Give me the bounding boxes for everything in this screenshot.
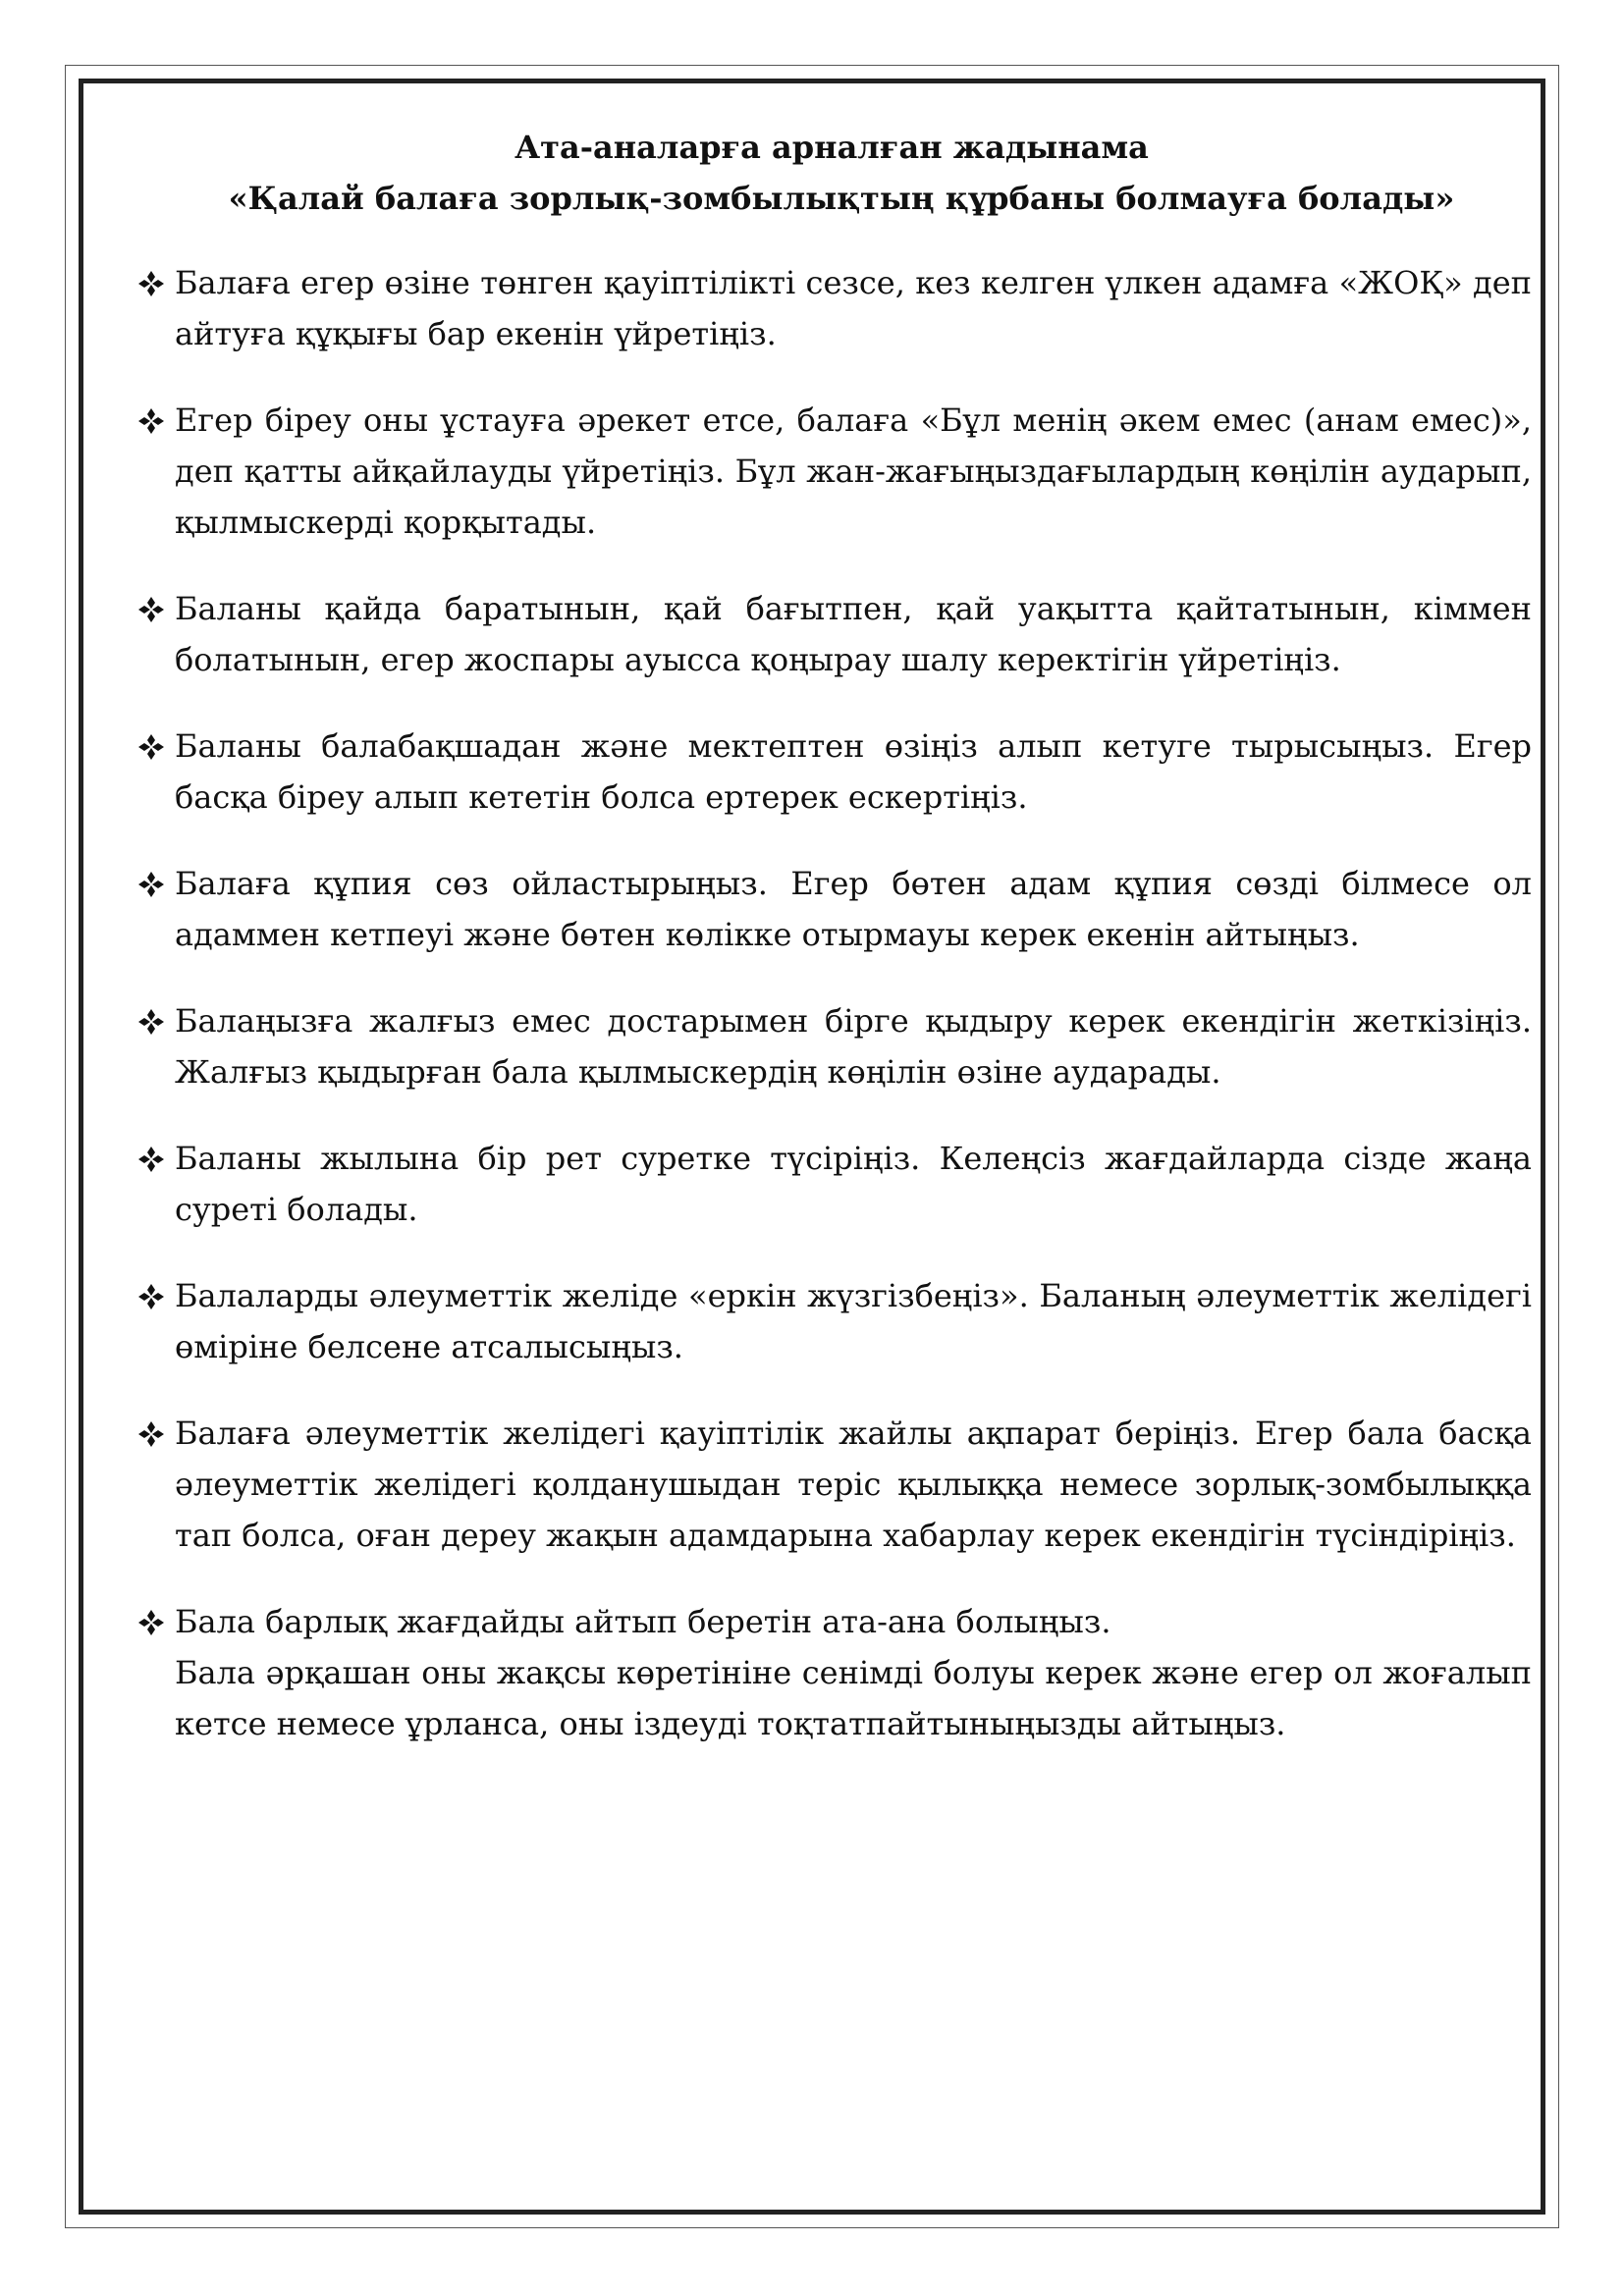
advice-text-continued: Бала әрқашан оны жақсы көретініне сенімді болуы керек және егер ол жоғалып кетсе немесе ұрланса, оны іздеуді тоқтатпайтыныңызды айтыңыз. (175, 1654, 1532, 1742)
advice-text: Балаға құпия сөз ойластырыңыз. Егер бөтен адам құпия сөзді білмесе ол адаммен кетпеуі және бөтен көлікке отырмауы керек екенін айтыңыз. (175, 865, 1532, 953)
advice-item-8 (132, 1270, 1532, 1372)
advice-item-3 (132, 583, 1532, 685)
advice-text: Баланы жылына бір рет суретке түсіріңіз. Келеңсіз жағдайларда сізде жаңа суреті болады. (175, 1140, 1532, 1228)
advice-text: Балаға егер өзіне төнген қауіптілікті сезсе, кез келген үлкен адамға «ЖОҚ» деп айтуға құқығы бар екенін үйретіңіз. (175, 264, 1532, 352)
advice-text: Балаларды әлеуметтік желіде «еркін жүзгізбеңіз». Баланың әлеуметтік желідегі өміріне белсене атсалысыңыз. (175, 1277, 1532, 1365)
advice-text: Баланы балабақшадан және мектептен өзіңіз алып кетуге тырысыңыз. Егер басқа біреу алып кететін болса ертерек ескертіңіз. (175, 727, 1532, 816)
advice-text: Бала барлық жағдайды айтып беретін ата-ана болыңыз. (175, 1603, 1111, 1640)
diamond-bullet-icon (137, 1596, 169, 1647)
advice-text: Егер біреу оны ұстауға әрекет етсе, балаға «Бұл менің әкем емес (анам емес)», деп қатты айқайлауды үйретіңіз. Бұл жан-жағыңыздағылардың көңілін аударып, қылмыскерді қорқытады. (175, 401, 1532, 541)
diamond-bullet-icon (137, 1408, 169, 1459)
diamond-bullet-icon (137, 858, 169, 909)
advice-item-5 (132, 858, 1532, 960)
diamond-bullet-icon (137, 257, 169, 308)
advice-text: Балаға әлеуметтік желідегі қауіптілік жайлы ақпарат беріңіз. Егер бала басқа әлеуметтік желідегі қолданушыдан теріс қылыққа немесе зорлық-зомбылыққа тап болса, оған дереу жақын адамдарына хабарлау керек екендігін түсіндіріңіз. (175, 1415, 1532, 1554)
memo-title: Ата-аналарға арналған жадынама (514, 129, 1149, 166)
advice-item-6 (132, 995, 1532, 1097)
advice-item-2 (132, 395, 1532, 548)
diamond-bullet-icon (137, 1270, 169, 1321)
advice-item-7 (132, 1133, 1532, 1235)
advice-text: Баланы қайда баратынын, қай бағытпен, қай уақытта қайтатынын, кіммен болатынын, егер жоспары ауысса қоңырау шалу керектігін үйретіңіз. (175, 590, 1532, 678)
advice-item-9 (132, 1408, 1532, 1561)
diamond-bullet-icon (137, 583, 169, 634)
advice-item-1 (132, 257, 1532, 359)
advice-text: Балаңызға жалғыз емес достарымен бірге қыдыру керек екендігін жеткізіңіз. Жалғыз қыдырған бала қылмыскердің көңілін өзіне аударады. (175, 1002, 1532, 1091)
memo-content (132, 122, 1532, 1785)
diamond-bullet-icon (137, 721, 169, 772)
diamond-bullet-icon (137, 1133, 169, 1184)
advice-item-10 (132, 1596, 1532, 1749)
memo-subtitle: «Қалай балаға зорлық-зомбылықтың құрбаны болмауға болады» (228, 180, 1455, 217)
advice-list (132, 257, 1532, 1749)
diamond-bullet-icon (137, 395, 169, 446)
diamond-bullet-icon (137, 995, 169, 1046)
advice-item-4 (132, 721, 1532, 823)
